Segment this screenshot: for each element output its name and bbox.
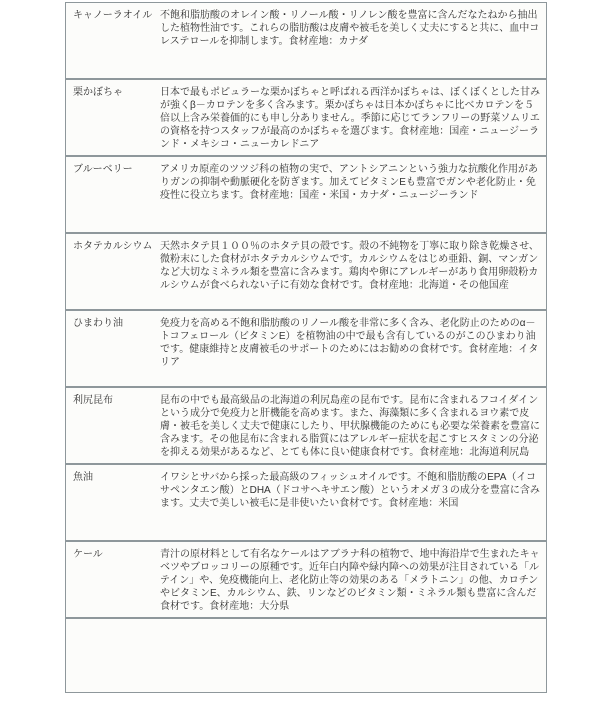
ingredient-row-rishiri-kombu — [66, 388, 546, 465]
ingredient-row-blueberry — [66, 157, 546, 234]
ingredient-description: 免疫力を高める不飽和脂肪酸のリノール酸を非常に多く含み、老化防止のためのα－トコフェロール（ビタミンE）を植物油の中で最も含有しているのがこのひまわり油です。健康維持と皮膚被毛のサポートのためにはお勧めの食材です。食材産地：イタリア — [160, 318, 539, 368]
ingredient-description: 天然ホタテ貝１００％のホタテ貝の殻です。殻の不純物を丁寧に取り除き乾燥させ、微粉末にした食材がホタテカルシウムです。カルシウムをはじめ亜鉛、銅、マンガンなど大切なミネラル類を豊富に含みます。鶏肉や卵にアレルギーがあり食用卵殻粉カルシウムが食べられない子に有効な食材です。食材産地：北海道・その他国産 — [160, 241, 539, 291]
ingredient-description: 青汁の原材料として有名なケールはアブラナ科の植物で、地中海沿岸で生まれたキャベツやブロッコリーの原種です。近年白内障や緑内障への効果が注目されている「ルテイン」や、免疫機能向上、老化防止等の効果のある「メラトニン」の他、カロチンやビタミンE、カルシウム、鉄、リンなどのビタミン類・ミネラル類も豊富に含んだ食材です。食材産地：大分県 — [160, 549, 540, 612]
ingredient-name: ひまわり油 — [73, 318, 123, 329]
ingredient-description: 日本で最もポピュラーな栗かぼちゃと呼ばれる西洋かぼちゃは、ぼくぼくとした甘みが強くβ－カロテンを多く含みます。栗かぼちゃは日本かぼちゃに比べカロテンを５倍以上含み栄養価的にも申し分ありません。季節に応じてランフリーの野菜ソムリエの資格を持つスタッフが最高のかぼちゃを選びます。食材産地：国産・ニュージーランド・メキシコ・ニューカレドニア — [160, 87, 540, 150]
ingredient-description: イワシとサバから採った最高級のフィッシュオイルです。不飽和脂肪酸のEPA（イコサペンタエン酸）とDHA（ドコサヘキサエン酸）というオメガ３の成分を豊富に含みます。丈夫で美しい被毛に是非使いたい食材です。食材産地：米国 — [160, 472, 540, 509]
ingredient-name — [66, 619, 160, 692]
ingredient-row-kale — [66, 542, 546, 619]
ingredient-row-fish-oil — [66, 465, 546, 542]
ingredient-name: 栗かぼちゃ — [73, 87, 123, 98]
ingredient-description — [160, 619, 546, 692]
ingredient-name: キャノーラオイル — [73, 10, 153, 21]
ingredient-name: 利尻昆布 — [73, 395, 113, 406]
ingredient-row-canola-oil — [66, 3, 546, 80]
ingredient-description: 昆布の中でも最高級品の北海道の利尻島産の昆布です。昆布に含まれるフコイダインという成分で免疫力と肝機能を高めます。また、海藻類に多く含まれるヨウ素で皮膚・被毛を美しく丈夫で健康にしたり、甲状腺機能のためにも必要な栄養素を豊富に含みます。その他昆布に含まれる脂質にはアレルギー症状を起こすヒスタミンの分泌を抑える効果があるなど、とても体に良い健康食材です。食材産地：北海道利尻島 — [160, 395, 540, 458]
ingredient-table — [65, 2, 547, 693]
ingredient-row-empty — [66, 619, 546, 692]
ingredient-name: 魚油 — [73, 472, 93, 483]
ingredient-name: ブルーベリー — [73, 164, 133, 175]
ingredient-description: アメリカ原産のツツジ科の植物の実で、アントシアニンという強力な抗酸化作用がありガンの抑制や動脈硬化を防ぎます。加えてビタミンEも豊富でガンや老化防止・免疫性に役立ちます。食材産地：国産・米国・カナダ・ニュージーランド — [160, 164, 538, 201]
ingredient-name: ケール — [73, 549, 103, 560]
ingredient-row-kuri-kabocha — [66, 80, 546, 157]
ingredient-description: 不飽和脂肪酸のオレイン酸・リノール酸・リノレン酸を豊富に含んだなたねから抽出した植物性油です。これらの脂肪酸は皮膚や被毛を美しく丈夫にすると共に、血中コレステロールを抑制します。食材産地：カナダ — [160, 10, 540, 47]
ingredient-row-scallop-calcium — [66, 234, 546, 311]
ingredient-name: ホタテカルシウム — [73, 241, 153, 252]
ingredient-row-sunflower-oil — [66, 311, 546, 388]
